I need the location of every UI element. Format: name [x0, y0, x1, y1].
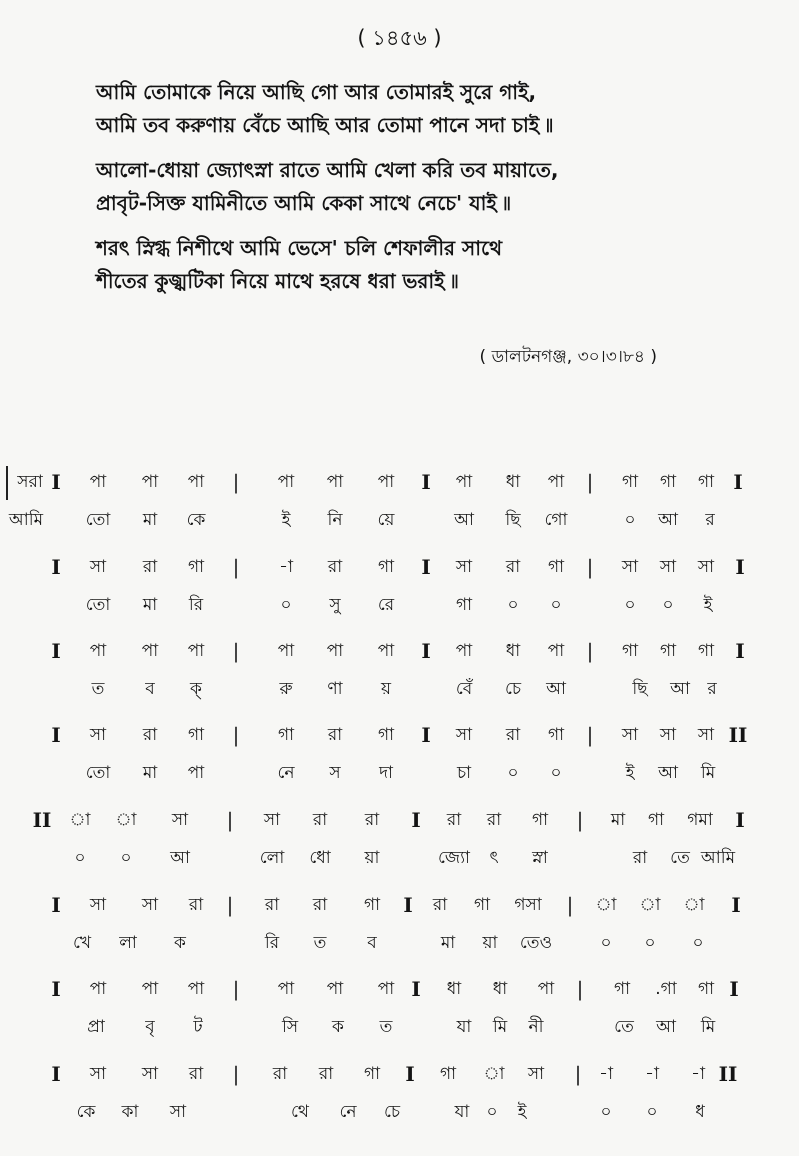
syllable-cell: পা	[187, 763, 205, 783]
bar-line: |	[232, 470, 240, 494]
note-cell: -া	[599, 1064, 613, 1084]
syllable-cell: মা	[142, 595, 158, 615]
note-cell: গা	[613, 979, 631, 999]
syllable-cell: তো	[85, 595, 111, 615]
note-cell: ধা	[446, 979, 462, 999]
syllable-cell: আ	[170, 848, 190, 868]
note-cell: রা	[188, 895, 204, 915]
note-cell: গা	[377, 725, 395, 745]
syllable-cell: চে	[383, 1102, 401, 1122]
syllable-cell: ০	[550, 595, 562, 615]
syllable-cell: ধ	[695, 1102, 705, 1122]
syllable-cell: নে	[339, 1102, 357, 1122]
bar-line: |	[232, 723, 240, 747]
syllable-cell: ছি	[505, 510, 521, 530]
note-cell: া	[639, 895, 661, 915]
bar-line: |	[232, 977, 240, 1001]
note-cell: সা	[659, 557, 677, 577]
syllable-cell: মি	[492, 1017, 508, 1037]
syllable-cell: স	[329, 763, 341, 783]
note-cell: সা	[141, 895, 159, 915]
syllable-cell: তেও	[519, 933, 553, 953]
bar-line: I	[51, 470, 61, 494]
note-cell: সা	[659, 725, 677, 745]
note-cell: পা	[326, 979, 344, 999]
syllable-cell: আমি	[8, 510, 44, 530]
note-cell: পা	[187, 472, 205, 492]
note-cell: গা	[377, 557, 395, 577]
syllable-cell: য়	[380, 679, 392, 699]
note-cell: রা	[142, 557, 158, 577]
notation-notes-row	[0, 637, 799, 665]
song-lyrics	[96, 76, 736, 310]
note-cell: া	[683, 895, 705, 915]
syllable-cell: আ	[546, 679, 566, 699]
syllable-cell: নে	[277, 763, 295, 783]
syllable-cell: ০	[692, 933, 704, 953]
syllable-cell: ০	[644, 933, 656, 953]
lyrics-stanza	[96, 154, 736, 220]
note-cell: গমা	[687, 810, 713, 830]
syllable-cell: তে	[614, 1017, 634, 1037]
bar-line: I	[51, 555, 61, 579]
note-cell: পা	[377, 472, 395, 492]
note-cell: পা	[187, 979, 205, 999]
syllable-cell: ০	[507, 595, 519, 615]
note-cell: গা	[647, 810, 665, 830]
syllable-cell: খে	[72, 933, 92, 953]
note-cell: ধা	[505, 472, 521, 492]
note-cell: া	[115, 810, 137, 830]
syllable-cell: ত	[379, 1017, 393, 1037]
note-cell: গা	[439, 1064, 457, 1084]
note-cell: পা	[141, 641, 159, 661]
note-cell: গা	[697, 472, 715, 492]
note-cell: গা	[473, 895, 491, 915]
syllable-cell: ক্	[190, 679, 202, 699]
note-cell: পা	[187, 641, 205, 661]
note-cell: রা	[318, 1064, 334, 1084]
note-cell: গা	[547, 557, 565, 577]
syllable-cell: ০	[600, 933, 612, 953]
syllable-cell: বৃ	[145, 1017, 155, 1037]
syllable-cell: ধো	[309, 848, 331, 868]
note-cell: সা	[89, 1064, 107, 1084]
notation-notes-row	[0, 721, 799, 749]
note-cell: গা	[531, 810, 549, 830]
notation-lyrics-row	[0, 1098, 799, 1126]
syllable-cell: সু	[329, 595, 341, 615]
note-cell: পা	[141, 472, 159, 492]
syllable-cell: থে	[291, 1102, 309, 1122]
note-cell: রা	[364, 810, 380, 830]
note-cell: পা	[89, 641, 107, 661]
lyrics-line: আলো-ধোয়া জ্যোৎস্না রাতে আমি খেলা করি তব মায়াতে,	[96, 158, 559, 182]
note-cell: গা	[363, 1064, 381, 1084]
syllable-cell: গা	[455, 595, 473, 615]
note-cell: গা	[697, 641, 715, 661]
syllable-cell: দা	[379, 763, 393, 783]
note-cell: -া	[279, 557, 293, 577]
bar-line: I	[735, 808, 745, 832]
bar-line: |	[226, 893, 234, 917]
syllable-cell: ই	[625, 763, 635, 783]
bar-line: I	[421, 470, 431, 494]
note-cell: রা	[327, 557, 343, 577]
bar-line: |	[232, 639, 240, 663]
note-cell: পা	[277, 641, 295, 661]
bar-line: |	[574, 1062, 582, 1086]
syllable-cell: ০	[486, 1102, 498, 1122]
syllable-cell: রি	[188, 595, 204, 615]
note-cell: রা	[505, 725, 521, 745]
note-cell: পা	[89, 472, 107, 492]
syllable-cell: মা	[440, 933, 456, 953]
syllable-cell: ট	[193, 1017, 203, 1037]
syllable-cell: লা	[119, 933, 137, 953]
syllable-cell: সা	[169, 1102, 187, 1122]
notation-lyrics-row	[0, 759, 799, 787]
syllable-cell: রা	[632, 848, 648, 868]
bar-line: II	[718, 1062, 738, 1086]
notation-notes-row	[0, 553, 799, 581]
note-cell: রা	[312, 895, 328, 915]
note-cell: গসা	[514, 895, 542, 915]
notation-lyrics-row	[0, 1013, 799, 1041]
bar-line: II	[32, 808, 52, 832]
syllable-cell: ০	[662, 595, 674, 615]
bar-line: I	[421, 555, 431, 579]
bar-line: |	[232, 1062, 240, 1086]
syllable-cell: র	[705, 510, 715, 530]
bar-line: I	[51, 639, 61, 663]
bar-line: I	[51, 1062, 61, 1086]
note-cell: রা	[142, 725, 158, 745]
note-cell: পা	[277, 472, 295, 492]
syllable-cell: রে	[377, 595, 395, 615]
syllable-cell: ব	[145, 679, 155, 699]
syllable-cell: র	[707, 679, 717, 699]
note-cell: া	[483, 1064, 505, 1084]
lyrics-line: শীতের কুজ্ঝটিকা নিয়ে মাথে হরষে ধরা ভরাই ৷৷	[96, 269, 459, 293]
syllable-cell: যা	[454, 1102, 470, 1122]
lyrics-line: প্রাবৃট-সিক্ত যামিনীতে আমি কেকা সাথে নেচে' যাই ৷৷	[96, 191, 511, 215]
syllable-cell: আমি	[700, 848, 736, 868]
syllable-cell: গো	[544, 510, 568, 530]
syllable-cell: ণা	[327, 679, 343, 699]
bar-line: |	[226, 808, 234, 832]
syllable-cell: ০	[74, 848, 86, 868]
note-cell: রা	[327, 725, 343, 745]
bar-line: |	[576, 808, 584, 832]
note-cell: গা	[547, 725, 565, 745]
notation-lyrics-row	[0, 506, 799, 534]
syllable-cell: ব	[367, 933, 377, 953]
bar-line: I	[51, 723, 61, 747]
notation-lyrics-row	[0, 591, 799, 619]
syllable-cell: আ	[658, 510, 678, 530]
syllable-cell: তো	[85, 510, 111, 530]
note-cell: পা	[277, 979, 295, 999]
bar-line: I	[735, 555, 745, 579]
syllable-cell: রি	[264, 933, 280, 953]
syllable-cell: ই	[281, 510, 291, 530]
note-cell: রা	[264, 895, 280, 915]
notation-notes-row	[0, 806, 799, 834]
note-cell: রা	[446, 810, 462, 830]
note-cell: গা	[187, 725, 205, 745]
bar-line: I	[411, 808, 421, 832]
bar-line: I	[735, 639, 745, 663]
syllable-cell: আ	[656, 1017, 676, 1037]
bar-line: |	[586, 470, 594, 494]
syllable-cell: ক	[174, 933, 186, 953]
notation-lyrics-row	[0, 675, 799, 703]
syllable-cell: চা	[456, 763, 472, 783]
note-cell: পা	[455, 472, 473, 492]
syllable-cell: প্রা	[87, 1017, 105, 1037]
bar-line: I	[51, 893, 61, 917]
note-cell: পা	[377, 641, 395, 661]
note-cell: পা	[89, 979, 107, 999]
syllable-cell: ০	[646, 1102, 658, 1122]
syllable-cell: আ	[670, 679, 690, 699]
bar-line: |	[576, 977, 584, 1001]
syllable-cell: ০	[507, 763, 519, 783]
note-cell: গা	[659, 472, 677, 492]
lyrics-stanza	[96, 76, 736, 142]
bar-line: I	[403, 893, 413, 917]
lyrics-line: আমি তব করুণায় বেঁচে আছি আর তোমা পানে সদা চাই ৷৷	[96, 113, 553, 137]
bar-line: II	[728, 723, 748, 747]
note-cell: -া	[691, 1064, 705, 1084]
notation-notes-row	[0, 975, 799, 1003]
bar-line: I	[411, 977, 421, 1001]
syllable-cell: তে	[670, 848, 690, 868]
syllable-cell: জ্যো	[438, 848, 470, 868]
syllable-cell: কা	[121, 1102, 139, 1122]
syllable-cell: মা	[142, 763, 158, 783]
syllable-cell: নী	[528, 1017, 544, 1037]
bar-line: I	[421, 639, 431, 663]
note-cell: রা	[188, 1064, 204, 1084]
page-number: ( ১৪৫৬ )	[357, 26, 442, 50]
syllable-cell: তো	[85, 763, 111, 783]
note-cell: রা	[486, 810, 502, 830]
bar-line: |	[586, 723, 594, 747]
syllable-cell: আ	[454, 510, 474, 530]
note-cell: পা	[547, 472, 565, 492]
bar-line: I	[729, 977, 739, 1001]
note-cell: সরা	[17, 472, 43, 492]
note-cell: সা	[89, 895, 107, 915]
syllable-cell: ই	[703, 595, 713, 615]
note-cell: সা	[171, 810, 189, 830]
note-cell: পা	[537, 979, 555, 999]
note-cell: -া	[645, 1064, 659, 1084]
bar-line: I	[405, 1062, 415, 1086]
note-cell: রা	[505, 557, 521, 577]
syllable-cell: ০	[624, 595, 636, 615]
syllable-cell: ছি	[632, 679, 648, 699]
note-cell: সা	[455, 557, 473, 577]
syllable-cell: মি	[700, 1017, 716, 1037]
note-cell: গা	[363, 895, 381, 915]
syllable-cell: যা	[456, 1017, 472, 1037]
syllable-cell: ০	[120, 848, 132, 868]
note-cell: সা	[455, 725, 473, 745]
syllable-cell: ক	[332, 1017, 344, 1037]
note-cell: গা	[187, 557, 205, 577]
syllable-cell: চে	[504, 679, 522, 699]
note-cell: .গা	[655, 979, 677, 999]
syllable-cell: স্না	[532, 848, 548, 868]
bar-line: I	[733, 470, 743, 494]
note-cell: পা	[141, 979, 159, 999]
note-cell: গা	[621, 641, 639, 661]
note-cell: পা	[377, 979, 395, 999]
note-cell: া	[69, 810, 91, 830]
syllable-cell: আ	[658, 763, 678, 783]
note-cell: পা	[547, 641, 565, 661]
bar-line: I	[421, 723, 431, 747]
syllable-cell: ত	[313, 933, 327, 953]
note-cell: সা	[621, 725, 639, 745]
notation-notes-row	[0, 468, 799, 496]
place-date: ( ডালটনগঞ্জ, ৩০।৩।৮৪ )	[479, 347, 657, 367]
note-cell: গা	[277, 725, 295, 745]
syllable-cell: সি	[281, 1017, 299, 1037]
note-cell: পা	[326, 641, 344, 661]
note-cell: গা	[697, 979, 715, 999]
note-cell: সা	[527, 1064, 545, 1084]
syllable-cell: কে	[76, 1102, 96, 1122]
notation-lyrics-row	[0, 844, 799, 872]
lyrics-stanza	[96, 232, 736, 298]
note-cell: সা	[697, 557, 715, 577]
bar-line: I	[51, 977, 61, 1001]
syllable-cell: য়া	[482, 933, 498, 953]
syllable-cell: মা	[142, 510, 158, 530]
note-cell: পা	[455, 641, 473, 661]
syllable-cell: ৎ	[489, 848, 499, 868]
note-cell: রা	[272, 1064, 288, 1084]
syllable-cell: ত	[91, 679, 105, 699]
syllable-cell: নি	[327, 510, 343, 530]
syllable-cell: ০	[624, 510, 636, 530]
note-cell: ধা	[492, 979, 508, 999]
notation-notes-row	[0, 891, 799, 919]
note-cell: ধা	[505, 641, 521, 661]
syllable-cell: কে	[186, 510, 206, 530]
syllable-cell: য়া	[364, 848, 380, 868]
syllable-cell: ০	[600, 1102, 612, 1122]
lyrics-line: আমি তোমাকে নিয়ে আছি গো আর তোমারই সুরে গাই,	[96, 80, 537, 104]
note-cell: সা	[89, 557, 107, 577]
note-cell: রা	[312, 810, 328, 830]
note-cell: া	[595, 895, 617, 915]
syllable-cell: ০	[550, 763, 562, 783]
bar-line: |	[232, 555, 240, 579]
notation-notes-row	[0, 1060, 799, 1088]
syllable-cell: রু	[279, 679, 293, 699]
bar-line: I	[731, 893, 741, 917]
bar-line: |	[586, 555, 594, 579]
syllable-cell: বেঁ	[455, 679, 473, 699]
lyrics-line: শরৎ স্নিগ্ধ নিশীথে আমি ভেসে' চলি শেফালীর সাথে	[96, 236, 503, 260]
note-cell: পা	[326, 472, 344, 492]
syllable-cell: লো	[259, 848, 285, 868]
note-cell: সা	[621, 557, 639, 577]
note-cell: গা	[659, 641, 677, 661]
bar-line: |	[586, 639, 594, 663]
note-cell: সা	[89, 725, 107, 745]
syllable-cell: ই	[517, 1102, 527, 1122]
note-cell: সা	[141, 1064, 159, 1084]
syllable-cell: ০	[280, 595, 292, 615]
note-cell: সা	[263, 810, 281, 830]
note-cell: রা	[432, 895, 448, 915]
syllable-cell: য়ে	[377, 510, 395, 530]
note-cell: সা	[697, 725, 715, 745]
notation-lyrics-row	[0, 929, 799, 957]
note-cell: মা	[610, 810, 626, 830]
syllable-cell: মি	[700, 763, 716, 783]
bar-line: |	[566, 893, 574, 917]
note-cell: গা	[621, 472, 639, 492]
